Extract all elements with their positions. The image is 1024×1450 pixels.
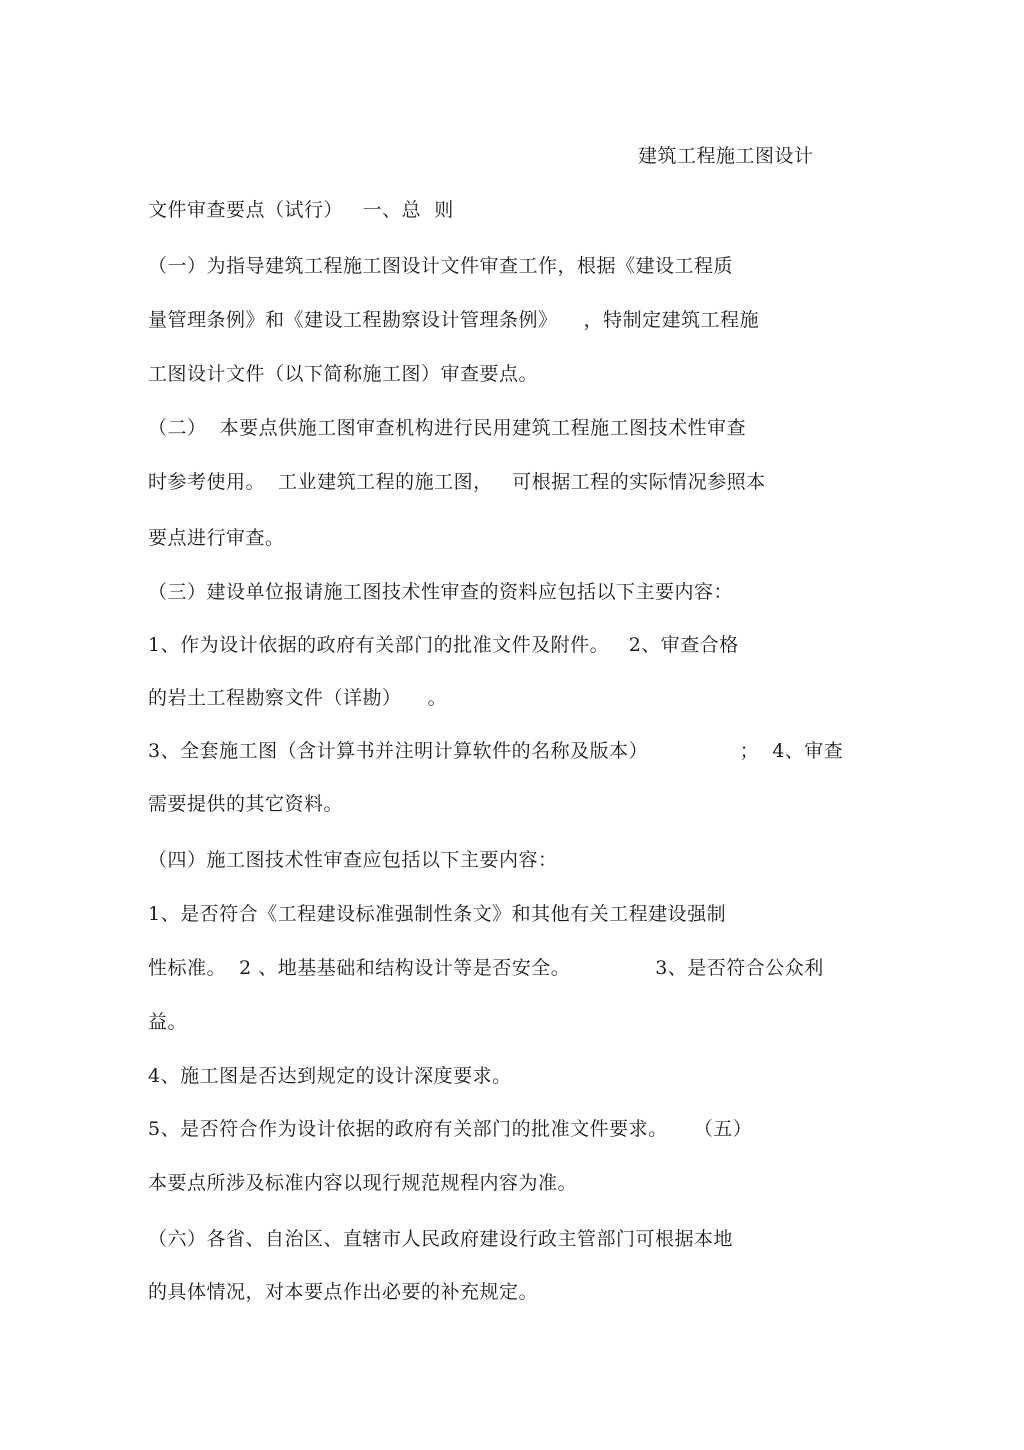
text-line: 量管理条例》和《建设工程勘察设计管理条例》 ，特制定建筑工程施 bbox=[148, 309, 760, 331]
text-line: 1、是否符合《工程建设标准强制性条文》和其他有关工程建设强制 bbox=[148, 903, 727, 925]
text-line: 益。 bbox=[148, 1011, 188, 1033]
text-line: 时参考使用。 工业建筑工程的施工图， 可根据工程的实际情况参照本 bbox=[148, 471, 766, 493]
document-title: 建筑工程施工图设计 bbox=[638, 145, 814, 167]
text-line: （六）各省、自治区、直辖市人民政府建设行政主管部门可根据本地 bbox=[148, 1228, 734, 1250]
text-line: 本要点所涉及标准内容以现行规范规程内容为准。 bbox=[148, 1172, 578, 1194]
text-line: 3、全套施工图（含计算书并注明计算软件的名称及版本） ； 4、审查 bbox=[148, 740, 844, 762]
text-line: （三）建设单位报请施工图技术性审查的资料应包括以下主要内容： bbox=[148, 581, 734, 603]
text-line: （四）施工图技术性审查应包括以下主要内容： bbox=[148, 849, 558, 871]
text-line: 性标准。 2 、地基基础和结构设计等是否安全。 3、是否符合公众利 bbox=[148, 957, 824, 979]
text-line: （二） 本要点供施工图审查机构进行民用建筑工程施工图技术性审查 bbox=[148, 417, 747, 439]
text-line: 5、是否符合作为设计依据的政府有关部门的批准文件要求。 （五） bbox=[148, 1118, 753, 1140]
text-line: 1、作为设计依据的政府有关部门的批准文件及附件。 2、审查合格 bbox=[148, 634, 739, 656]
text-line: 要点进行审查。 bbox=[148, 527, 285, 549]
text-line: 工图设计文件（以下简称施工图）审查要点。 bbox=[148, 363, 539, 385]
text-line: 的岩土工程勘察文件（详勘） 。 bbox=[148, 687, 448, 709]
text-line: 的具体情况，对本要点作出必要的补充规定。 bbox=[148, 1281, 539, 1303]
text-line: 4、施工图是否达到规定的设计深度要求。 bbox=[148, 1065, 512, 1087]
text-line: 文件审查要点（试行） 一、总 则 bbox=[148, 199, 454, 221]
text-line: （一）为指导建筑工程施工图设计文件审查工作，根据《建设工程质 bbox=[148, 255, 734, 277]
text-line: 需要提供的其它资料。 bbox=[148, 793, 344, 815]
